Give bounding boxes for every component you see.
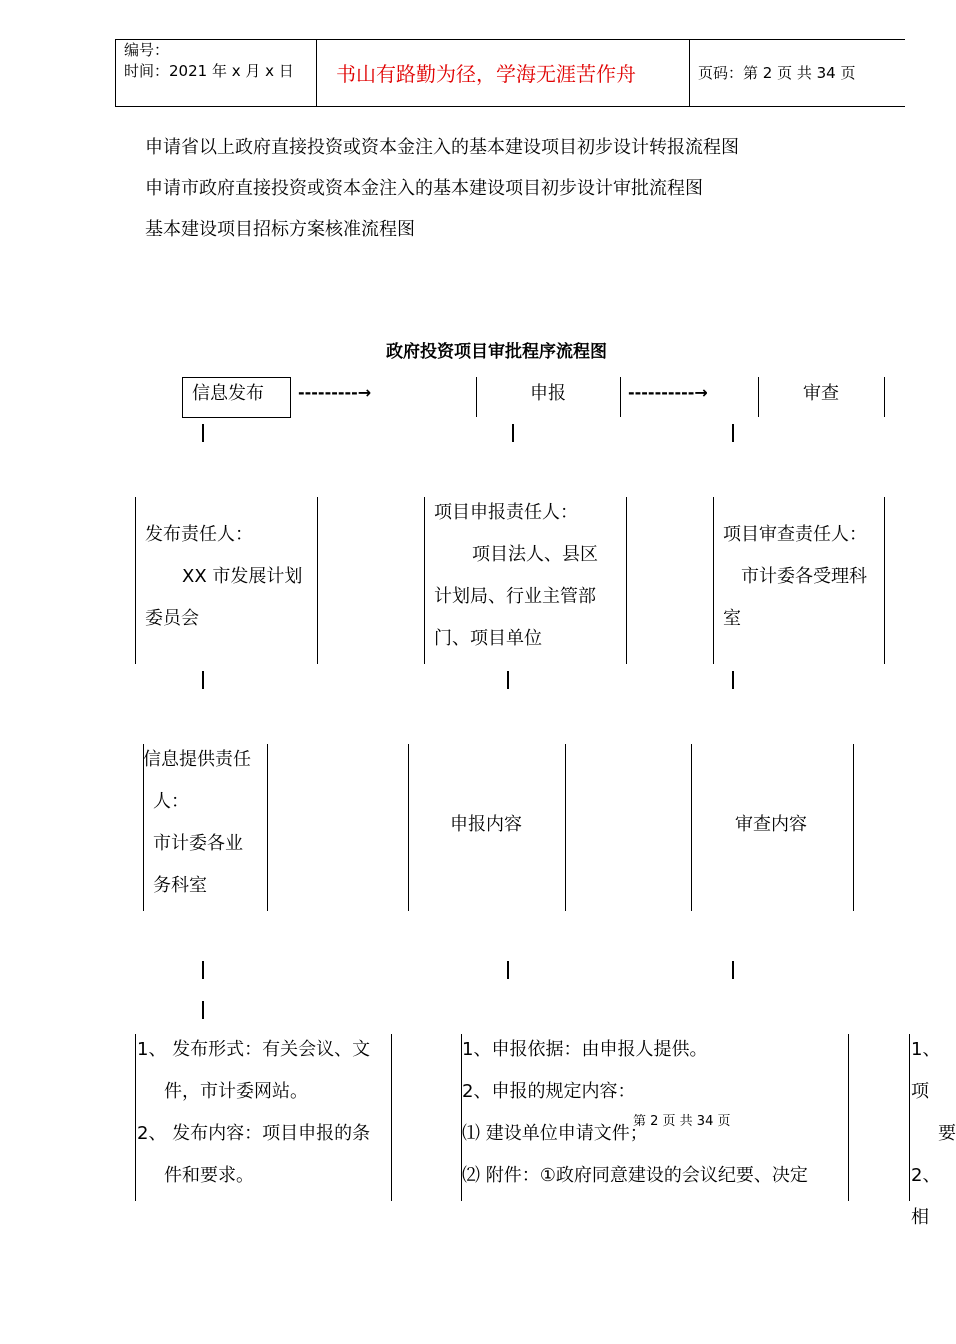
publish-responsible-name-cont: 委员会 [145,608,199,629]
page-footer: 第 2 页 共 34 页 [633,1114,731,1129]
info-provider-name-cont: 务科室 [153,875,207,896]
report-detail-line: 1、申报依据：由申报人提供。 [462,1039,708,1060]
flow-arrow: ----------→ [628,383,708,402]
connector-line [732,424,734,442]
report-responsible-line: 项目法人、县区 [472,544,598,565]
report-content-label: 申报内容 [450,814,522,835]
review-responsible-title: 项目审查责任人： [723,524,867,545]
page-number-label: 页码：第 2 页 共 34 页 [698,64,856,82]
publish-detail-line: 1、 发布形式：有关会议、文 [137,1039,371,1060]
report-responsible-line: 计划局、行业主管部 [434,586,596,607]
connector-line [512,424,514,442]
connector-line [202,671,204,689]
report-responsible-title: 项目申报责任人： [434,502,578,523]
review-responsible-line: 市计委各受理科 [741,566,867,587]
report-responsible-line: 门、项目单位 [434,628,542,649]
connector-line [202,424,204,442]
step-report-label: 申报 [530,383,566,404]
document-time-label: 时间：2021 年 x 月 x 日 [124,62,294,80]
step-review-label: 审查 [803,383,839,404]
connector-line [507,961,509,979]
publish-detail-block [137,1029,370,1197]
review-detail-line: 要 [938,1123,956,1144]
review-content-label: 审查内容 [735,814,807,835]
report-detail-line: ⑵ 附件：①政府同意建设的会议纪要、决定 [462,1165,808,1186]
review-responsible-block [723,514,867,640]
publish-responsible-name: XX 市发展计划 [182,566,303,587]
info-provider-block [143,739,251,907]
flowchart-title: 政府投资项目审批程序流程图 [386,342,607,362]
publish-detail-line: 件，市计委网站。 [164,1081,308,1102]
connector-line [732,961,734,979]
review-responsible-line: 室 [723,608,741,629]
connector-line [202,961,204,979]
link-provincial-design-forward[interactable]: 申请省以上政府直接投资或资本金注入的基本建设项目初步设计转报流程图 [145,137,739,158]
review-detail-line: 2、相 [911,1165,941,1228]
report-detail-block [462,1029,808,1197]
report-detail-line: 2、申报的规定内容： [462,1081,636,1102]
publish-responsible-title: 发布责任人： [145,524,253,545]
report-responsible-block [434,492,598,660]
link-bidding-plan-approval[interactable]: 基本建设项目招标方案核准流程图 [145,219,415,240]
report-detail-line: ⑴ 建设单位申请文件； [462,1123,648,1144]
link-municipal-design-approval[interactable]: 申请市政府直接投资或资本金注入的基本建设项目初步设计审批流程图 [145,178,703,199]
flow-arrow: ---------→ [298,383,372,402]
publish-detail-line: 件和要求。 [164,1165,254,1186]
publish-detail-line: 2、 发布内容：项目申报的条 [137,1123,371,1144]
review-detail-block [911,1029,956,1239]
info-provider-name: 市计委各业 [153,833,243,854]
connector-line [507,671,509,689]
info-provider-title: 信息提供责任 [143,749,251,770]
connector-line [202,1001,204,1019]
step-info-publish-label: 信息发布 [192,383,264,404]
document-number-label: 编号： [124,41,170,59]
header-motto: 书山有路勤为径，学海无涯苦作舟 [336,62,636,86]
info-provider-title-cont: 人： [153,791,189,812]
publish-responsible-block [145,514,302,640]
connector-line [732,671,734,689]
review-detail-line: 1、项 [911,1039,941,1102]
